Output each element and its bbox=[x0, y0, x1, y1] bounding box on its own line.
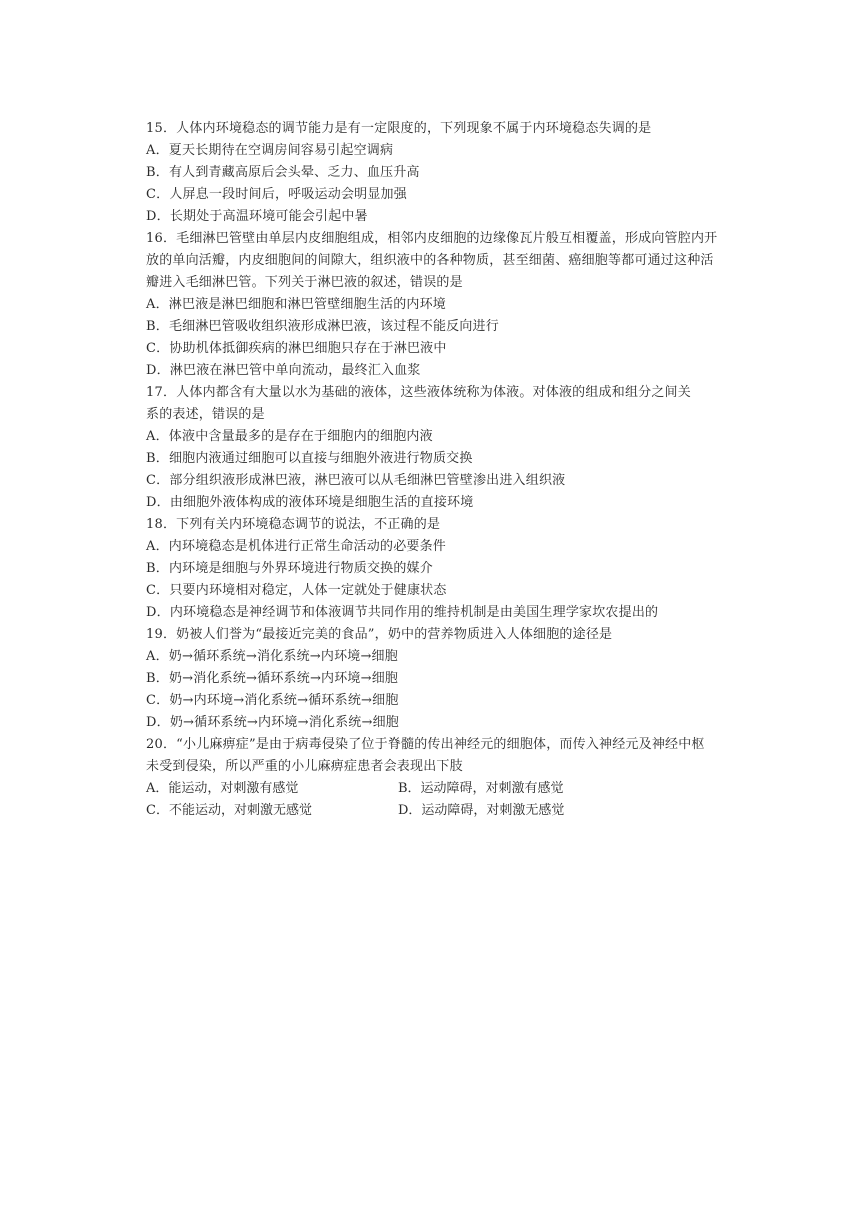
question-17 bbox=[146, 382, 746, 514]
option-d: D．运动障碍，对刺激无感觉 bbox=[398, 803, 565, 818]
question-20 bbox=[146, 734, 746, 822]
question-stem: 19．奶被人们誉为“最接近完美的食品”，奶中的营养物质进入人体细胞的途径是 bbox=[146, 627, 613, 642]
option-d: D．由细胞外液体构成的液体环境是细胞生活的直接环境 bbox=[146, 495, 474, 510]
option-b: B．内环境是细胞与外界环境进行物质交换的媒介 bbox=[146, 561, 433, 576]
question-stem-line: 瓣进入毛细淋巴管。下列关于淋巴液的叙述，错误的是 bbox=[146, 275, 463, 290]
option-d: D．长期处于高温环境可能会引起中暑 bbox=[146, 209, 368, 224]
option-c: C．不能运动，对刺激无感觉 bbox=[146, 803, 312, 818]
option-c: C．部分组织液形成淋巴液，淋巴液可以从毛细淋巴管壁渗出进入组织液 bbox=[146, 473, 566, 488]
exam-page bbox=[146, 118, 746, 822]
question-19 bbox=[146, 624, 746, 734]
question-stem-line: 放的单向活瓣，内皮细胞间的间隙大，组织液中的各种物质，甚至细菌、癌细胞等都可通过这种活 bbox=[146, 253, 714, 268]
option-d: D．内环境稳态是神经调节和体液调节共同作用的维持机制是由美国生理学家坎农提出的 bbox=[146, 605, 659, 620]
option-c: C．协助机体抵御疾病的淋巴细胞只存在于淋巴液中 bbox=[146, 341, 447, 356]
option-a: A．夏天长期待在空调房间容易引起空调病 bbox=[146, 143, 394, 158]
question-stem: 18．下列有关内环境稳态调节的说法，不正确的是 bbox=[146, 517, 441, 532]
question-stem-line: 未受到侵染，所以严重的小儿麻痹症患者会表现出下肢 bbox=[146, 759, 463, 774]
question-stem-line: 系的表述，错误的是 bbox=[146, 407, 265, 422]
question-stem: 15．人体内环境稳态的调节能力是有一定限度的，下列现象不属于内环境稳态失调的是 bbox=[146, 121, 652, 136]
option-a: A．体液中含量最多的是存在于细胞内的细胞内液 bbox=[146, 429, 433, 444]
option-a: A．奶→循环系统→消化系统→内环境→细胞 bbox=[146, 649, 398, 664]
option-d: D．奶→循环系统→内环境→消化系统→细胞 bbox=[146, 715, 399, 730]
options-row bbox=[146, 800, 746, 822]
option-b: B．细胞内液通过细胞可以直接与细胞外液进行物质交换 bbox=[146, 451, 473, 466]
question-stem-line: 17．人体内都含有大量以水为基础的液体，这些液体统称为体液。对体液的组成和组分之间关 bbox=[146, 385, 691, 400]
option-a: A．淋巴液是淋巴细胞和淋巴管壁细胞生活的内环境 bbox=[146, 297, 446, 312]
option-c: C．只要内环境相对稳定，人体一定就处于健康状态 bbox=[146, 583, 447, 598]
question-18 bbox=[146, 514, 746, 624]
option-b: B．有人到青藏高原后会头晕、乏力、血压升高 bbox=[146, 165, 420, 180]
question-15 bbox=[146, 118, 746, 228]
option-c: C．奶→内环境→消化系统→循环系统→细胞 bbox=[146, 693, 399, 708]
option-b: B．奶→消化系统→循环系统→内环境→细胞 bbox=[146, 671, 399, 686]
question-16 bbox=[146, 228, 746, 382]
question-stem-line: 16．毛细淋巴管壁由单层内皮细胞组成，相邻内皮细胞的边缘像瓦片般互相覆盖，形成向管腔内开 bbox=[146, 231, 718, 246]
option-a: A．内环境稳态是机体进行正常生命活动的必要条件 bbox=[146, 539, 446, 554]
option-d: D．淋巴液在淋巴管中单向流动，最终汇入血浆 bbox=[146, 363, 421, 378]
option-a: A．能运动，对刺激有感觉 bbox=[146, 781, 299, 796]
option-c: C．人屏息一段时间后，呼吸运动会明显加强 bbox=[146, 187, 407, 202]
option-b: B．毛细淋巴管吸收组织液形成淋巴液，该过程不能反向进行 bbox=[146, 319, 499, 334]
question-stem-line: 20．“小儿麻痹症”是由于病毒侵染了位于脊髓的传出神经元的细胞体，而传入神经元及神经中枢 bbox=[146, 737, 705, 752]
option-b: B．运动障碍，对刺激有感觉 bbox=[398, 781, 564, 796]
options-row bbox=[146, 778, 746, 800]
